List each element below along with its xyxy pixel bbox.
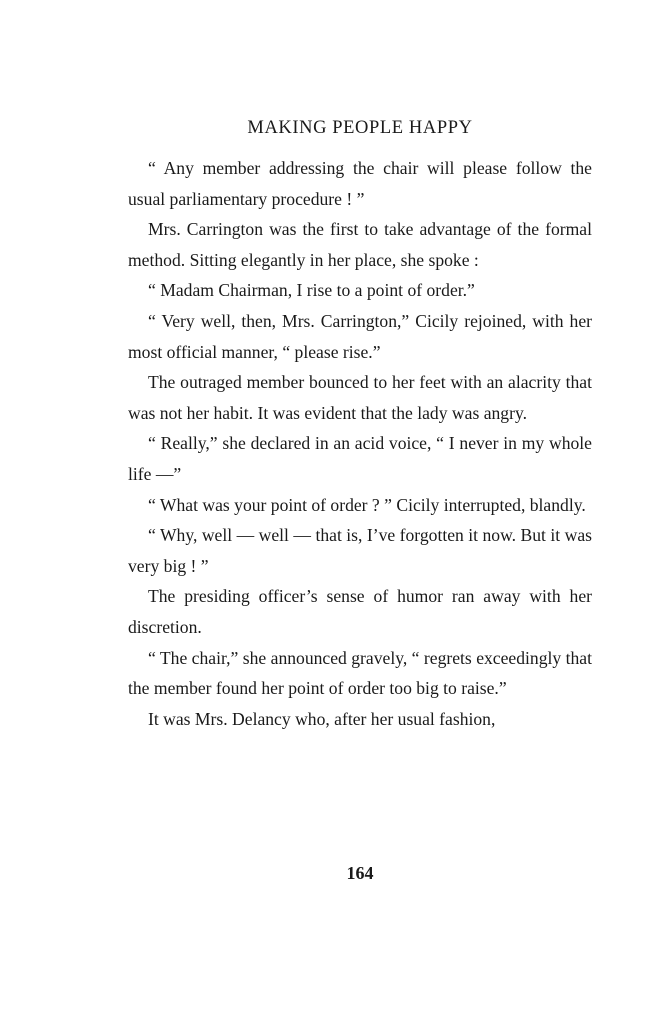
paragraph: “ The chair,” she announced gravely, “ regrets exceedingly that the member found her point of order too big to raise.”: [128, 647, 592, 699]
paragraph: “ What was your point of order ? ” Cicily interrupted, blandly.: [148, 494, 586, 515]
book-page: [128, 0, 592, 1033]
paragraph: “ Really,” she declared in an acid voice, “ I never in my whole life —”: [128, 433, 592, 484]
paragraph: The presiding officer’s sense of humor ran away with her discretion.: [128, 586, 592, 637]
running-head: MAKING PEOPLE HAPPY: [247, 118, 473, 138]
paragraph: “ Madam Chairman, I rise to a point of order.”: [148, 280, 475, 301]
body-text: [128, 153, 592, 734]
paragraph: The outraged member bounced to her feet with an alacrity that was not her habit. It was evident that the lady was angry.: [128, 372, 592, 423]
paragraph: Mrs. Carrington was the first to take advantage of the formal method. Sitting elegantly in her place, she spoke :: [128, 219, 592, 270]
paragraph: “ Very well, then, Mrs. Carrington,” Cicily rejoined, with her most official manner, “ please rise.”: [128, 310, 592, 362]
paragraph: “ Any member addressing the chair will please follow the usual parliamentary procedure ! ”: [128, 158, 592, 209]
paragraph: “ Why, well — well — that is, I’ve forgotten it now. But it was very big ! ”: [128, 525, 592, 576]
paragraph: It was Mrs. Delancy who, after her usual fashion,: [148, 708, 496, 729]
page-number: 164: [346, 863, 374, 883]
